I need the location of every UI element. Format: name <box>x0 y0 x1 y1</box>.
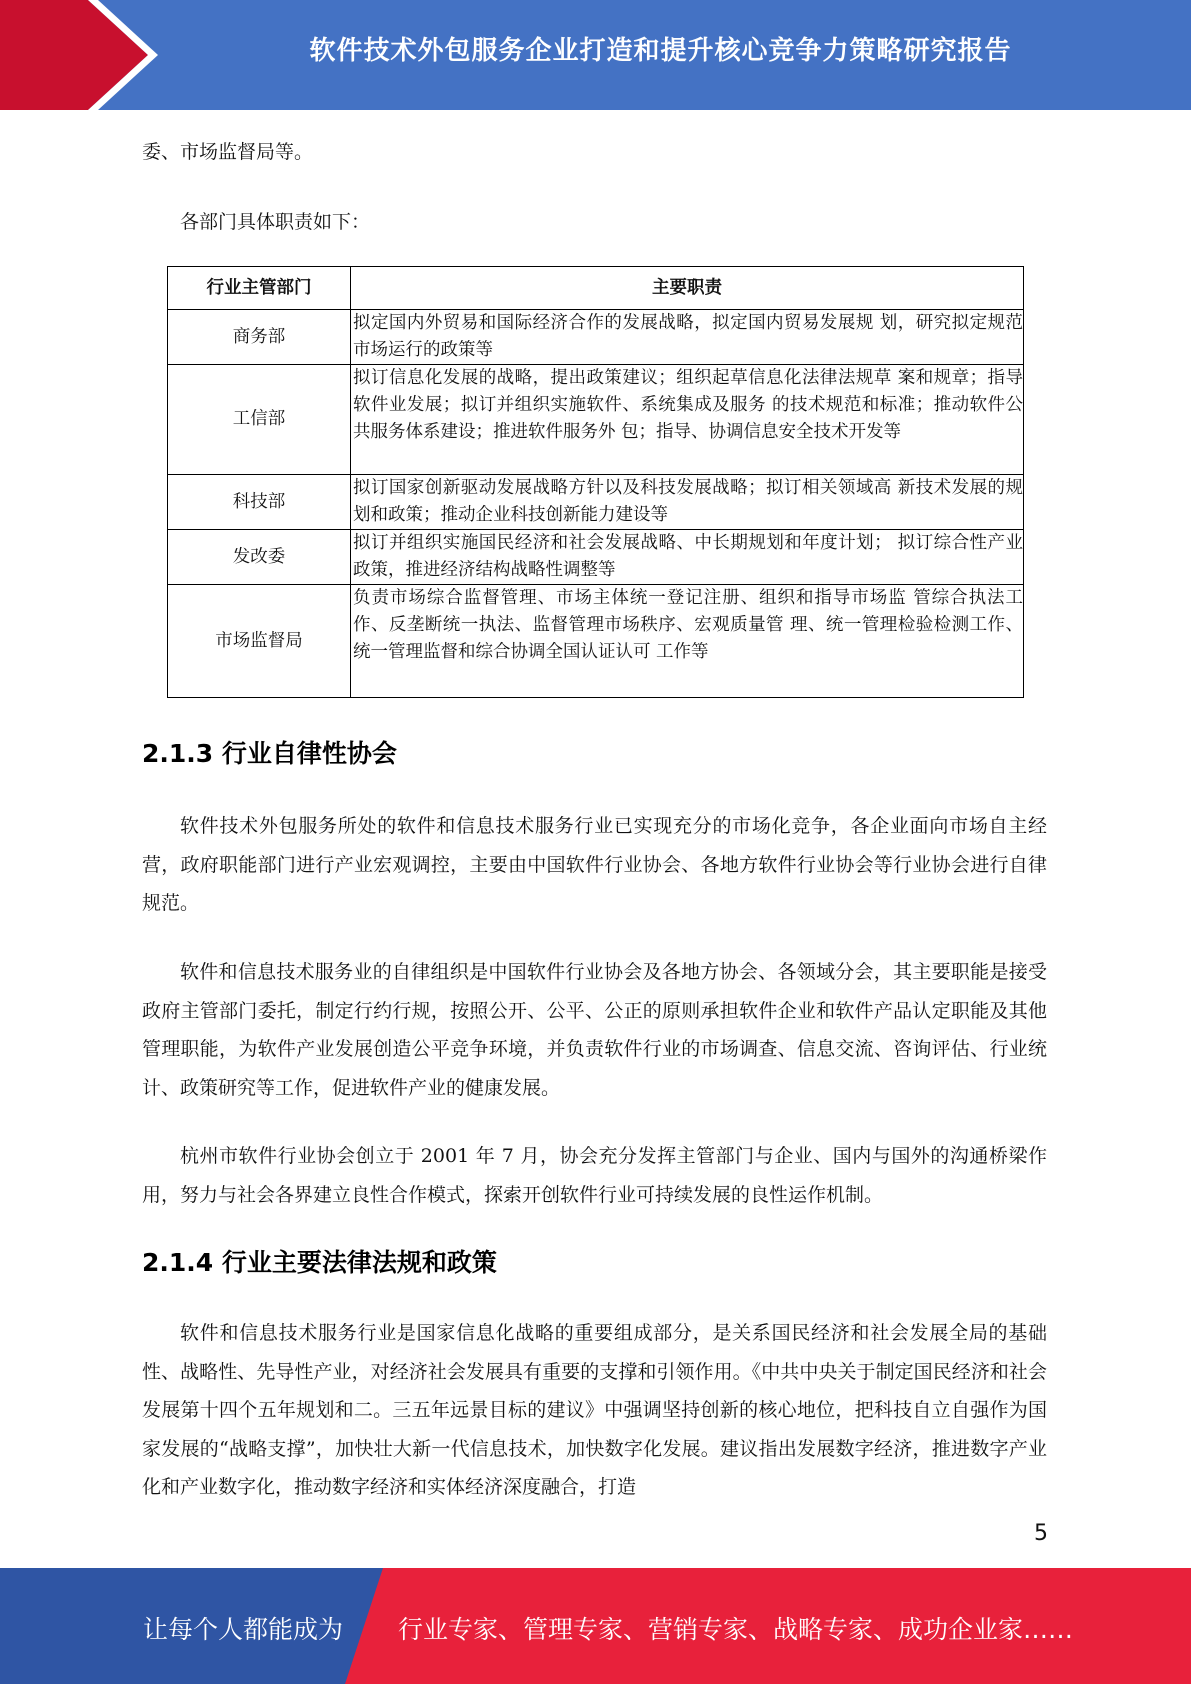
table-row <box>168 475 1024 530</box>
duty-cell: 拟订并组织实施国民经济和社会发展战略、中长期规划和年度计划； 拟订综合性产业政策，推进经济结构战略性调整等 <box>351 530 1024 585</box>
section-2-1-4-paragraph-1: 软件和信息技术服务行业是国家信息化战略的重要组成部分，是关系国民经济和社会发展全局的基础性、战略性、先导性产业，对经济社会发展具有重要的支撑和引领作用。《中共中央关于制定国民经济和社会发展第十四个五年规划和二。三五年远景目标的建议》中强调坚持创新的核心地位，把科技自立自强作为国家发展的“战略支撑”，加快壮大新一代信息技术，加快数字化发展。建议指出发展数字经济，推进数字产业化和产业数字化，推动数字经济和实体经济深度融合，打造 <box>142 1322 1047 1498</box>
header-red-chevron <box>0 0 148 110</box>
section-2-1-3-paragraph-1: 软件技术外包服务所处的软件和信息技术服务行业已实现充分的市场化竞争，各企业面向市场自主经营，政府职能部门进行产业宏观调控，主要由中国软件行业协会、各地方软件行业协会等行业协会进行自律规范。 <box>142 815 1047 914</box>
dept-cell: 工信部 <box>168 365 351 475</box>
dept-cell: 商务部 <box>168 310 351 365</box>
duty-cell: 拟定国内外贸易和国际经济合作的发展战略，拟定国内贸易发展规 划，研究拟定规范市场运行的政策等 <box>351 310 1024 365</box>
section-heading-2-1-4: 2.1.4 行业主要法律法规和政策 <box>142 1248 497 1277</box>
table-row <box>168 585 1024 698</box>
duty-cell: 拟订国家创新驱动发展战略方针以及科技发展战略；拟订相关领域高 新技术发展的规划和政策；推动企业科技创新能力建设等 <box>351 475 1024 530</box>
section-2-1-3-paragraph-3: 杭州市软件行业协会创立于 2001 年 7 月，协会充分发挥主管部门与企业、国内与国外的沟通桥梁作用，努力与社会各界建立良性合作模式，探索开创软件行业可持续发展的良性运作机制。 <box>142 1145 1047 1206</box>
section-heading-2-1-3: 2.1.3 行业自律性协会 <box>142 739 397 768</box>
intro-line-1: 委、市场监督局等。 <box>142 141 314 163</box>
duty-cell: 负责市场综合监督管理、市场主体统一登记注册、组织和指导市场监 管综合执法工作、反垄断统一执法、监督管理市场秩序、宏观质量管 理、统一管理检验检测工作、统一管理监督和综合协调全国认证认可 工作等 <box>351 585 1024 698</box>
table-row <box>168 365 1024 475</box>
header-duty: 主要职责 <box>351 267 1024 310</box>
duty-cell: 拟订信息化发展的战略，提出政策建议；组织起草信息化法律法规草 案和规章；指导软件业发展；拟订并组织实施软件、系统集成及服务 的技术规范和标准；推动软件公共服务体系建设；推进软件服务外 包；指导、协调信息安全技术开发等 <box>351 365 1024 475</box>
dept-cell: 市场监督局 <box>168 585 351 698</box>
dept-cell: 科技部 <box>168 475 351 530</box>
footer-slogan-right: 行业专家、管理专家、营销专家、战略专家、成功企业家…… <box>398 1615 1074 1644</box>
report-title: 软件技术外包服务企业打造和提升核心竞争力策略研究报告 <box>309 36 1012 66</box>
table-header-row <box>168 267 1024 310</box>
section-2-1-3-paragraph-2: 软件和信息技术服务业的自律组织是中国软件行业协会及各地方协会、各领域分会，其主要职能是接受政府主管部门委托，制定行约行规，按照公开、公平、公正的原则承担软件企业和软件产品认定职能及其他管理职能，为软件产业发展创造公平竞争环境，并负责软件行业的市场调查、信息交流、咨询评估、行业统计、政策研究等工作，促进软件产业的健康发展。 <box>142 961 1047 1099</box>
dept-cell: 发改委 <box>168 530 351 585</box>
footer-slogan-left: 让每个人都能成为 <box>143 1615 344 1644</box>
intro-line-2: 各部门具体职责如下： <box>180 211 371 233</box>
page-number: 5 <box>1034 1521 1048 1546</box>
page-footer <box>0 1568 1191 1684</box>
table-row <box>168 310 1024 365</box>
department-duty-table <box>167 266 1024 698</box>
page-header <box>0 0 1191 110</box>
header-dept: 行业主管部门 <box>168 267 351 310</box>
table-row <box>168 530 1024 585</box>
